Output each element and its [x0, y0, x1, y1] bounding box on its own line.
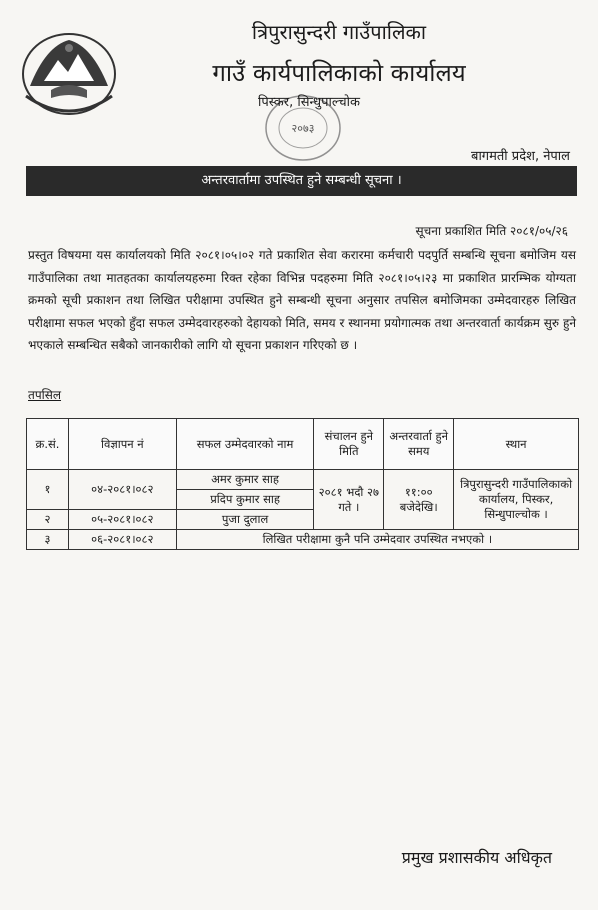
- office-address: पिस्कर, सिन्धुपाल्चोक: [258, 95, 360, 110]
- header-candidate: सफल उम्मेदवारको नाम: [176, 419, 314, 470]
- signer-title: प्रमुख प्रशासकीय अधिकृत: [401, 848, 552, 867]
- stamp-number: २०७३: [291, 122, 315, 135]
- header-sn: क्र.सं.: [27, 419, 69, 470]
- header-venue: स्थान: [454, 419, 579, 470]
- table-row: [27, 470, 579, 490]
- interview-venue: त्रिपुरासुन्दरी गाउँपालिकाको कार्यालय, पिस्कर, सिन्धुपाल्चोक ।: [454, 470, 579, 530]
- row-sn: २: [27, 510, 69, 530]
- table-header-row: [27, 419, 579, 470]
- office-name: गाउँ कार्यपालिकाको कार्यालय: [212, 59, 466, 87]
- row-candidate: पुजा दुलाल: [176, 510, 314, 530]
- notice-body: प्रस्तुत विषयमा यस कार्यालयको मिति २०८१।०५।०२ गते प्रकाशित सेवा करारमा कर्मचारी पदपुर्ति सम्बन्धि सूचना बमोजिम यस गाउँपालिका तथा मातहतका कार्यालयहरुमा रिक्त रहेका विभिन्न पदहरुमा मिति २०८१।०५।२३ मा प्रकाशित प्रारम्भिक योग्यता क्रमको सूची प्रकाशन तथा लिखित परीक्षामा उपस्थित हुने सम्बन्धी सूचना अनुसार तपसिल बमोजिमका उम्मेदवारहरु लिखित परीक्षामा सफल भएको हुँदा सफल उम्मेदवारहरुको देहायको मिति, समय र स्थानमा प्रयोगात्मक तथा अन्तरवार्ता कार्यक्रम सुरु हुने भएकाले सम्बन्धित सबैको जानकारीको लागि यो सूचना प्रकाशन गरिएको छ ।: [28, 248, 576, 352]
- row-ad-no: ०५-२०८१।०८२: [68, 510, 176, 530]
- header-time: अन्तरवार्ता हुने समय: [384, 419, 454, 470]
- row-ad-no: ०६-२०८१।०८२: [68, 530, 176, 550]
- table-row: [27, 530, 579, 550]
- candidate-table: [26, 418, 579, 550]
- row-candidate: अमर कुमार साह: [176, 470, 314, 490]
- province-label: बागमती प्रदेश, नेपाल: [471, 149, 570, 164]
- municipality-name: त्रिपुरासुन्दरी गाउँपालिका: [251, 20, 427, 44]
- notice-title-bar: [26, 166, 577, 196]
- row-ad-no: ०४-२०८१।०८२: [68, 470, 176, 510]
- row-sn: १: [27, 470, 69, 510]
- row-candidate: प्रदिप कुमार साह: [176, 490, 314, 510]
- row-note: लिखित परीक्षामा कुनै पनि उम्मेदवार उपस्थित नभएको ।: [176, 530, 578, 550]
- row-sn: ३: [27, 530, 69, 550]
- header-ad-no: विज्ञापन नं: [68, 419, 176, 470]
- published-date: सूचना प्रकाशित मिति २०८१/०५/२६: [415, 224, 568, 238]
- interview-date: २०८१ भदौ २७ गते ।: [314, 470, 384, 530]
- section-label: तपसिल: [28, 388, 62, 402]
- header-date: संचालन हुने मिति: [314, 419, 384, 470]
- interview-time: ११:०० बजेदेखि।: [384, 470, 454, 530]
- notice-title: अन्तरवार्तामा उपस्थित हुने सम्बन्धी सूचना ।: [201, 173, 402, 188]
